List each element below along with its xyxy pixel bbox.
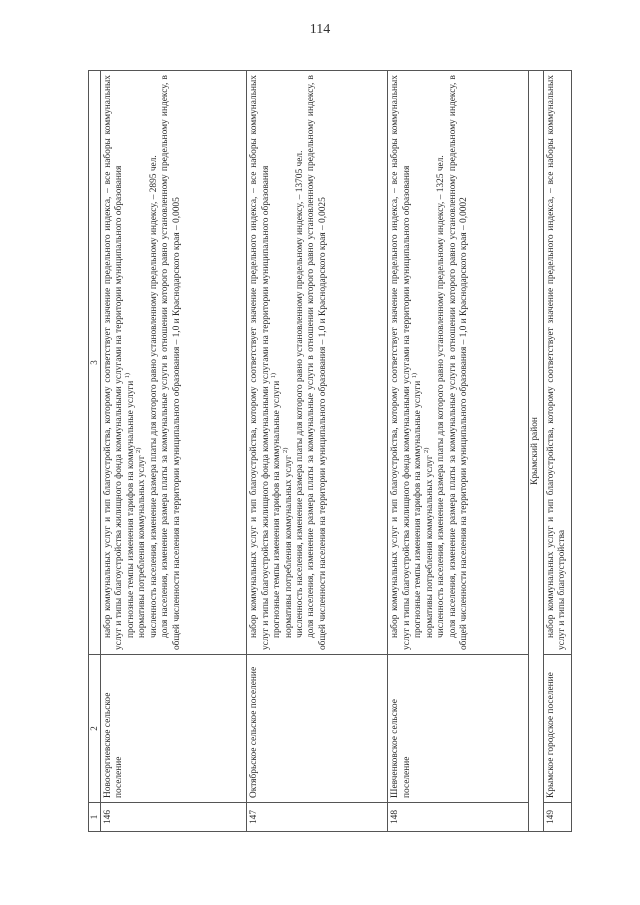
table-header-row bbox=[89, 71, 101, 832]
tariff-forecast-text: прогнозные темпы изменения тарифов на коммунальные услуги $^{1)}$ bbox=[269, 372, 283, 638]
header-col-1: 1 bbox=[89, 803, 101, 832]
population-share-text: доля населения, изменение размера платы за коммунальные услуги в отношении которого равно установленному предельному индексу, в общей численности населения на территории муниципального образования – 1,0 и Краснодарского края – 0,0002 bbox=[447, 75, 469, 650]
page-number: 114 bbox=[309, 22, 331, 37]
settlement-name: Октябрьское сельское поселение bbox=[247, 655, 388, 803]
region-header-row bbox=[529, 71, 544, 832]
settlement-name: Крымское городское поселение bbox=[543, 655, 571, 803]
consumption-norms-text: нормативы потребления коммунальных услуг $^{2)}$ bbox=[422, 447, 435, 638]
settlement-name: Шевченковское сельское поселение bbox=[388, 655, 529, 803]
population-share-text: доля населения, изменение размера платы за коммунальные услуги в отношении которого равно установленному предельному индексу, в общей численности населения на территории муниципального образования – 1,0 и Краснодарского края – 0,0005 bbox=[160, 75, 182, 650]
table-row bbox=[101, 71, 247, 832]
row-description bbox=[543, 71, 571, 655]
tariff-forecast-text: прогнозные темпы изменения тарифов на коммунальные услуги $^{1)}$ bbox=[410, 372, 424, 638]
row-number: 147 bbox=[247, 803, 388, 832]
population-share-text: доля населения, изменение размера платы за коммунальные услуги в отношении которого равно установленному предельному индексу, в общей численности населения на территории муниципального образования – 1,0 и Краснодарского края – 0,0025 bbox=[306, 75, 328, 650]
row-number: 149 bbox=[543, 803, 571, 832]
consumption-norms-text: нормативы потребления коммунальных услуг $^{2)}$ bbox=[281, 447, 294, 638]
table-row bbox=[388, 71, 529, 832]
row-number: 148 bbox=[388, 803, 529, 832]
rotated-table-wrapper bbox=[88, 70, 572, 832]
row-description bbox=[388, 71, 529, 655]
table-row bbox=[247, 71, 388, 832]
table-row bbox=[543, 71, 571, 832]
municipal-services-table bbox=[88, 70, 572, 832]
header-col-2: 2 bbox=[89, 655, 101, 803]
population-text: численность населения, изменение размера платы для которого равно установленному предельному индексу, – 13705 чел. bbox=[294, 150, 305, 638]
settlement-name: Новосергиевское сельское поселение bbox=[101, 655, 247, 803]
tariff-forecast-text: прогнозные темпы изменения тарифов на коммунальные услуги $^{1)}$ bbox=[123, 372, 136, 638]
services-set-text: набор коммунальных услуг и тип благоустройства, которому соответствует значение предельного индекса, – все наборы коммунальных услуг и типы благоустройства жилищного фонда коммунальными услугами на территории муниципального образования bbox=[390, 75, 412, 650]
row-description bbox=[101, 71, 247, 655]
population-text: численность населения, изменение размера платы для которого равно установленному предельному индексу, – 2895 чел. bbox=[148, 155, 159, 638]
services-set-text: набор коммунальных услуг и тип благоустройства, которому соответствует значение предельного индекса, – все наборы коммунальных услуг и типы благоустройства жилищного фонда коммунальными услугами на территории муниципального образования bbox=[249, 75, 271, 650]
region-title: Крымский район bbox=[529, 71, 544, 832]
header-col-3: 3 bbox=[89, 71, 101, 655]
row-description bbox=[247, 71, 388, 655]
services-set-text: набор коммунальных услуг и тип благоустройства, которому соответствует значение предельного индекса, – все наборы коммунальных услуг и типы благоустройства жилищного фонда коммунальными услугами на территории муниципального образования bbox=[103, 75, 125, 650]
row-number: 146 bbox=[101, 803, 247, 832]
population-text: численность населения, изменение размера платы для которого равно установленному предельному индексу, – 1325 чел. bbox=[436, 155, 447, 638]
consumption-norms-text: нормативы потребления коммунальных услуг $^{2)}$ bbox=[135, 447, 148, 638]
services-set-text: набор коммунальных услуг и тип благоустройства, которому соответствует значение предельного индекса, – все наборы коммунальных услуг и типы благоустройства bbox=[545, 75, 568, 650]
